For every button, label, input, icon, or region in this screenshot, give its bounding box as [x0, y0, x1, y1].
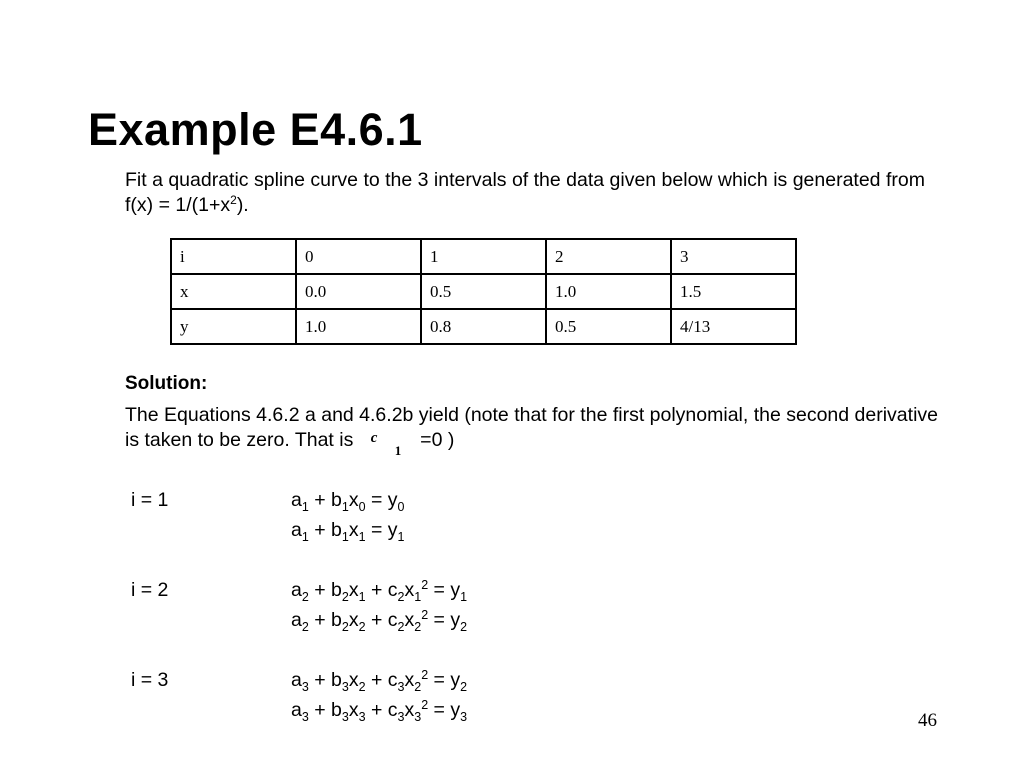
equation-index: 1 [301, 530, 309, 544]
data-table [170, 238, 797, 345]
table-row-header-cell: i [171, 239, 296, 274]
slide-title: Example E4.6.1 [88, 104, 423, 155]
table-cell: 0.5 [421, 274, 546, 309]
table-row-header-cell: y [171, 309, 296, 344]
equation-term: x [404, 609, 415, 631]
equation-term: + b [308, 579, 342, 601]
table-cell: 2 [546, 239, 671, 274]
equation-index: 2 [460, 620, 468, 634]
equation-term: + c [365, 699, 398, 721]
equation-index: 1 [460, 590, 468, 604]
intro-text: Fit a quadratic spline curve to the 3 intervals of the data given below which is generated from f(x) = 1/(1+x [125, 169, 925, 216]
table-cell: 1.0 [546, 274, 671, 309]
equation-term: a [291, 519, 302, 541]
equation-term: + b [308, 699, 342, 721]
equation-index: 2 [421, 698, 429, 712]
intro-paragraph [125, 168, 925, 218]
equation-term: = y [428, 609, 461, 631]
equation-index: 3 [414, 710, 422, 724]
equation-term: x [348, 609, 359, 631]
equation-term: + b [308, 609, 342, 631]
equation-term: x [404, 669, 415, 691]
table-cell: 0.0 [296, 274, 421, 309]
equation-index: 2 [358, 680, 366, 694]
equation-term: = y [365, 489, 398, 511]
equation-index: 3 [358, 710, 366, 724]
equation-index: 2 [301, 590, 309, 604]
table-cell: 1.0 [296, 309, 421, 344]
equation-index: 3 [397, 680, 405, 694]
intro-exponent: 2 [230, 193, 237, 207]
equation-1a [291, 489, 404, 512]
equation-index: 3 [301, 680, 309, 694]
equation-term: + c [365, 669, 398, 691]
equation-index: 3 [341, 710, 349, 724]
table-row [171, 309, 796, 344]
equation-3a [291, 669, 467, 692]
equation-term: = y [428, 699, 461, 721]
equation-term: + c [365, 579, 398, 601]
equation-index: 2 [341, 620, 349, 634]
equation-2a [291, 579, 467, 602]
equation-index: 2 [421, 608, 429, 622]
equation-index: 3 [397, 710, 405, 724]
equation-index: 1 [358, 590, 366, 604]
equation-term: = y [428, 669, 461, 691]
equation-term: x [404, 579, 415, 601]
c1-symbol [359, 428, 415, 458]
equation-index: 2 [301, 620, 309, 634]
table-row-header-cell: x [171, 274, 296, 309]
equation-term: a [291, 669, 302, 691]
table-row [171, 239, 796, 274]
c-symbol-letter: c [370, 430, 378, 446]
table-cell: 1.5 [671, 274, 796, 309]
equation-term: a [291, 579, 302, 601]
table-row [171, 274, 796, 309]
equation-index: 2 [414, 680, 422, 694]
equation-index: 1 [358, 530, 366, 544]
equation-term: x [348, 579, 359, 601]
equation-index: 1 [397, 530, 405, 544]
equation-label-i2: i = 2 [131, 579, 169, 601]
equation-term: + b [308, 489, 342, 511]
equation-term: a [291, 489, 302, 511]
equation-2b [291, 609, 467, 632]
equation-index: 1 [341, 530, 349, 544]
equation-3b [291, 699, 467, 722]
equation-index: 0 [358, 500, 366, 514]
equation-term: a [291, 699, 302, 721]
solution-paragraph [125, 403, 945, 458]
equation-term: + b [308, 669, 342, 691]
equation-index: 2 [358, 620, 366, 634]
equation-index: 3 [460, 710, 468, 724]
solution-text: The Equations 4.6.2 a and 4.6.2b yield (note that for the first polynomial, the second derivative is taken to be zero. That is [125, 404, 938, 451]
equation-index: 3 [301, 710, 309, 724]
equation-label-i3: i = 3 [131, 669, 169, 691]
table-cell: 3 [671, 239, 796, 274]
table-cell: 4/13 [671, 309, 796, 344]
equation-index: 1 [414, 590, 422, 604]
equation-index: 2 [421, 668, 429, 682]
equation-index: 2 [397, 620, 405, 634]
table-cell: 0 [296, 239, 421, 274]
c-symbol-subscript: 1 [394, 443, 402, 458]
equation-index: 3 [341, 680, 349, 694]
equation-term: + c [365, 609, 398, 631]
equation-term: a [291, 609, 302, 631]
equation-term: x [404, 699, 415, 721]
equation-term: + b [308, 519, 342, 541]
equation-term: = y [428, 579, 461, 601]
equation-index: 2 [460, 680, 468, 694]
equation-term: x [348, 489, 359, 511]
table-cell: 0.5 [546, 309, 671, 344]
equation-index: 1 [301, 500, 309, 514]
solution-heading: Solution: [125, 373, 208, 394]
solution-text-end: =0 ) [414, 429, 455, 451]
equation-term: x [348, 669, 359, 691]
table-cell: 1 [421, 239, 546, 274]
equation-index: 0 [397, 500, 405, 514]
equation-label-i1: i = 1 [131, 489, 169, 511]
intro-end: ). [236, 194, 249, 216]
page-number: 46 [918, 710, 937, 731]
table-cell: 0.8 [421, 309, 546, 344]
equation-1b [291, 519, 404, 542]
equation-term: = y [365, 519, 398, 541]
equation-term: x [348, 699, 359, 721]
equation-index: 2 [397, 590, 405, 604]
equation-index: 2 [414, 620, 422, 634]
equation-index: 2 [421, 578, 429, 592]
equation-term: x [348, 519, 359, 541]
equation-index: 2 [341, 590, 349, 604]
equation-index: 1 [341, 500, 349, 514]
